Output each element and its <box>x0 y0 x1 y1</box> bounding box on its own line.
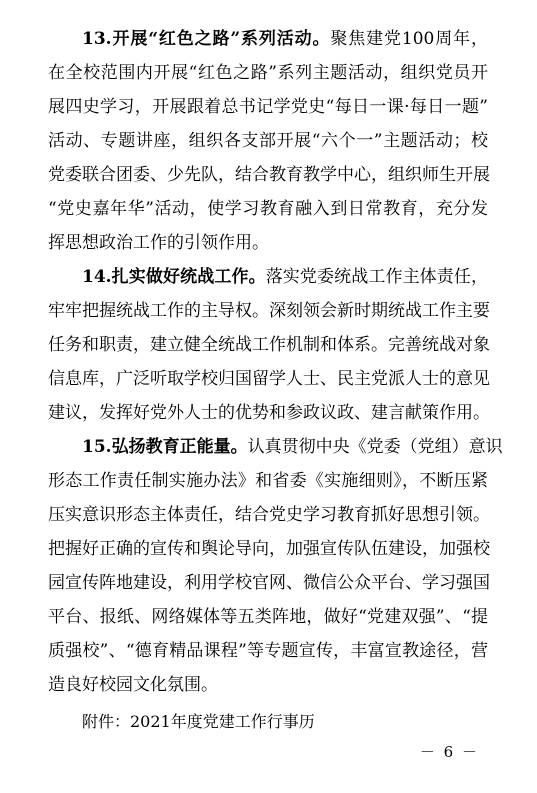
item-15-line: 造良好校园文化氛围。 <box>48 675 218 695</box>
item-14-line: 信息库，广泛听取学校归国留学人士、民主党派人士的意见 <box>48 369 490 389</box>
item-13-line: 在全校范围内开展“红色之路”系列主题活动，组织党员开 <box>48 63 488 83</box>
item-14-text: 落实党委统战工作主体责任， <box>265 267 489 287</box>
item-13-first-line <box>82 22 488 56</box>
item-14-heading: 14.扎实做好统战工作。 <box>82 267 266 287</box>
item-15-first-line <box>82 430 503 464</box>
item-15-heading: 15.弘扬教育正能量。 <box>82 437 248 457</box>
item-15-line: 平台、报纸、网络媒体等五类阵地，做好“党建双强”、“提 <box>48 607 488 627</box>
item-14-line: 牢牢把握统战工作的主导权。深刻领会新时期统战工作主要 <box>48 301 490 321</box>
item-15-text: 认真贯彻中央《党委（党组）意识 <box>247 437 503 457</box>
item-15-line: 园宣传阵地建设，利用学校官网、微信公众平台、学习强国 <box>48 573 490 593</box>
item-13-line: 活动、专题讲座，组织各支部开展“六个一”主题活动；校 <box>48 131 488 151</box>
item-13-heading: 13.开展“红色之路”系列活动。 <box>82 29 331 49</box>
item-13-line: 党委联合团委、少先队，结合教育教学中心，组织师生开展 <box>48 165 490 185</box>
item-13-line: 挥思想政治工作的引领作用。 <box>48 233 269 253</box>
item-15-line: 把握好正确的宣传和舆论导向，加强宣传队伍建设，加强校 <box>48 539 490 559</box>
attachment-note: 附件：2021年度党建工作行事历 <box>82 712 315 731</box>
item-15-line: 形态工作责任制实施办法》和省委《实施细则》，不断压紧 <box>48 471 488 491</box>
item-13-line: 展四史学习，开展跟着总书记学党史“每日一课·每日一题” <box>48 97 488 117</box>
item-14-first-line <box>82 260 488 294</box>
item-13-text: 聚焦建党100周年， <box>330 29 488 49</box>
item-13-line: “党史嘉年华”活动，使学习教育融入到日常教育，充分发 <box>48 199 488 219</box>
item-14-line: 建议，发挥好党外人士的优势和参政议政、建言献策作用。 <box>48 403 490 423</box>
item-14-line: 任务和职责，建立健全统战工作机制和体系。完善统战对象 <box>48 335 490 355</box>
item-15-line: 质强校”、“德育精品课程”等专题宣传，丰富宣教途径，营 <box>48 641 488 661</box>
page-number: － 6 － <box>419 743 479 761</box>
item-15-line: 压实意识形态主体责任，结合党史学习教育抓好思想引领。 <box>48 505 490 525</box>
